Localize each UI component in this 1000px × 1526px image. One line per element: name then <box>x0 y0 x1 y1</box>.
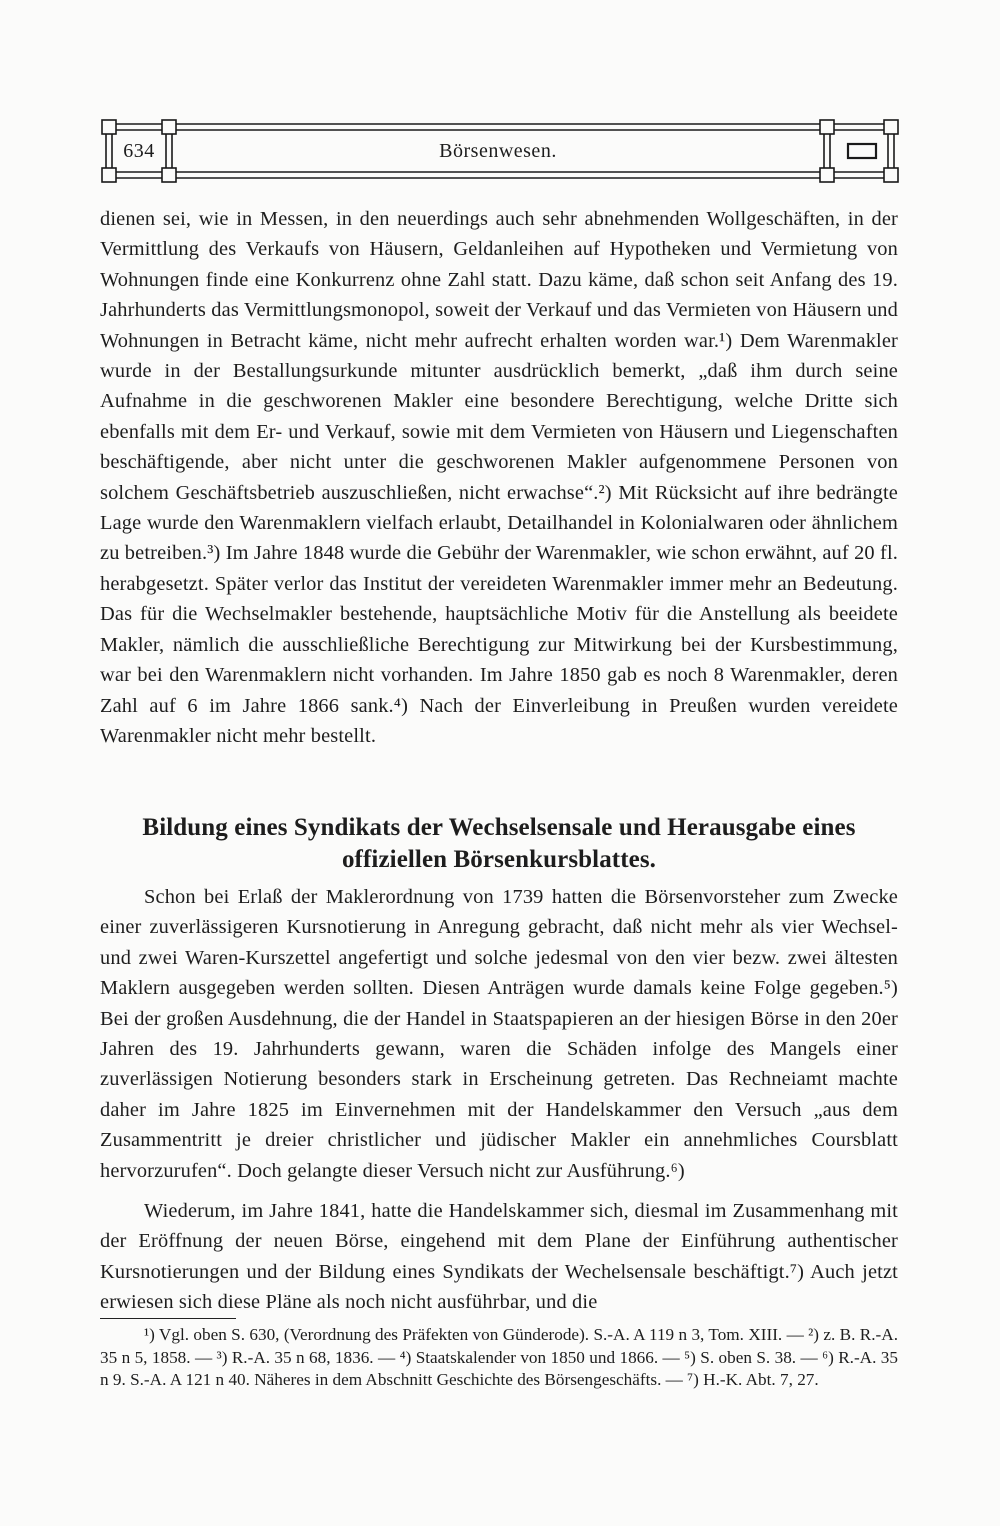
footnotes-text: ¹) Vgl. oben S. 630, (Verordnung des Präfekten von Günderode). S.-A. A 119 n 3, Tom. XIII. — ²) z. B. R.-A. 35 n 5, 1858. — ³) R.-A. 35 n 68, 1836. — ⁴) Staatskalender von 1850 und 1866. — ⁵) S. oben S. 38. — ⁶) R.-A. 35 n 9. S.-A. A 121 n 40. Näheres in dem Abschnitt Geschichte des Börsengeschäfts. — ⁷) H.-K. Abt. 7, 27. <box>100 1325 898 1389</box>
paragraph-wiederum <box>100 1196 898 1318</box>
paragraph-continuation <box>100 204 898 751</box>
paragraph-text: Wiederum, im Jahre 1841, hatte die Handelskammer sich, diesmal im Zusammenhang mit der Eröffnung der neuen Börse, eingehend mit dem Plane der Einführung authentischer Kursnotierungen und der Bildung eines Syndikats der Wechelsensale beschäftigt.⁷) Auch jetzt erwiesen sich diese Pläne als noch nicht ausführbar, und die <box>100 1200 898 1314</box>
paragraph-schon-bei-erlass <box>100 882 898 1186</box>
running-title: Börsenwesen. <box>439 140 557 162</box>
page-number: 634 <box>123 140 155 162</box>
footnotes <box>100 1324 898 1392</box>
paragraph-text: Schon bei Erlaß der Maklerordnung von 1739 hatten die Börsenvorsteher zum Zwecke einer zuverlässigeren Kursnotierung in Anregung gebracht, daß nicht mehr als vier Wechsel- und zwei Waren-Kurszettel angefertigt und solche jedesmal von den vier bezw. zwei ältesten Maklern ausgegeben werden sollten. Diesen Anträgen wurde damals keine Folge gegeben.⁵) Bei der großen Ausdehnung, die der Handel in Staatspapieren an der hiesigen Börse in den 20er Jahren des 19. Jahrhunderts gewann, waren die Schäden infolge des Mangels einer zuverlässigen Notierung besonders stark in Erscheinung getreten. Das Rechneiamt machte daher im Jahre 1825 im Einvernehmen mit der Handelskammer den Versuch „aus dem Zusammentritt je dreier christlicher und jüdischer Makler ein annehmliches Coursblatt hervorzurufen“. Doch gelangte dieser Versuch nicht zur Ausführung.⁶) <box>100 886 898 1182</box>
paragraph-text: dienen sei, wie in Messen, in den neuerdings auch sehr abnehmenden Wollgeschäften, in der Vermittlung des Verkaufs von Häusern, Geldanleihen auf Hypotheken und Vermietung von Wohnungen finde eine Konkurrenz ohne Zahl statt. Dazu käme, daß schon seit Anfang des 19. Jahrhunderts das Vermittlungsmonopol, soweit der Verkauf und das Vermieten von Häusern und Wohnungen in Betracht käme, nicht mehr aufrecht erhalten worden war.¹) Dem Warenmakler wurde in der Bestallungsurkunde mitunter ausdrücklich bemerkt, „daß ihm durch seine Aufnahme in die geschworenen Makler eine besondere Berechtigung, welche Dritte sich ebenfalls mit dem Er- und Verkauf, sowie mit dem Vermieten von Häusern und Liegenschaften beschäftigende, aber nicht unter die geschworenen Makler aufgenommene Personen von solchem Geschäftsbetrieb auszuschließen, nicht erwachse“.²) Mit Rücksicht auf ihre bedrängte Lage wurde den Warenmaklern vielfach erlaubt, Detailhandel in Kolonialwaren oder ähnlichem zu betreiben.³) Im Jahre 1848 wurde die Gebühr der Warenmakler, wie schon erwähnt, auf 20 fl. herabgesetzt. Später verlor das Institut der vereideten Warenmakler immer mehr an Bedeutung. Das für die Wechselmakler bestehende, hauptsächliche Motiv für die Anstellung als beeidete Makler, nämlich die ausschließliche Berechtigung zur Mitwirkung bei der Kursbestimmung, war bei den Warenmaklern nicht vorhanden. Im Jahre 1850 gab es noch 8 Warenmakler, deren Zahl auf 6 im Jahre 1866 sank.⁴) Nach der Einverleibung in Preußen wurden vereidete Warenmakler nicht mehr bestellt. <box>100 208 899 747</box>
section-heading-line-1: Bildung eines Syndikats der Wechselsensale und Herausgabe eines <box>142 814 856 841</box>
section-heading <box>100 812 898 876</box>
footnote-separator <box>100 1318 236 1319</box>
section-heading-line-2: offiziellen Börsenkursblattes. <box>341 846 657 873</box>
